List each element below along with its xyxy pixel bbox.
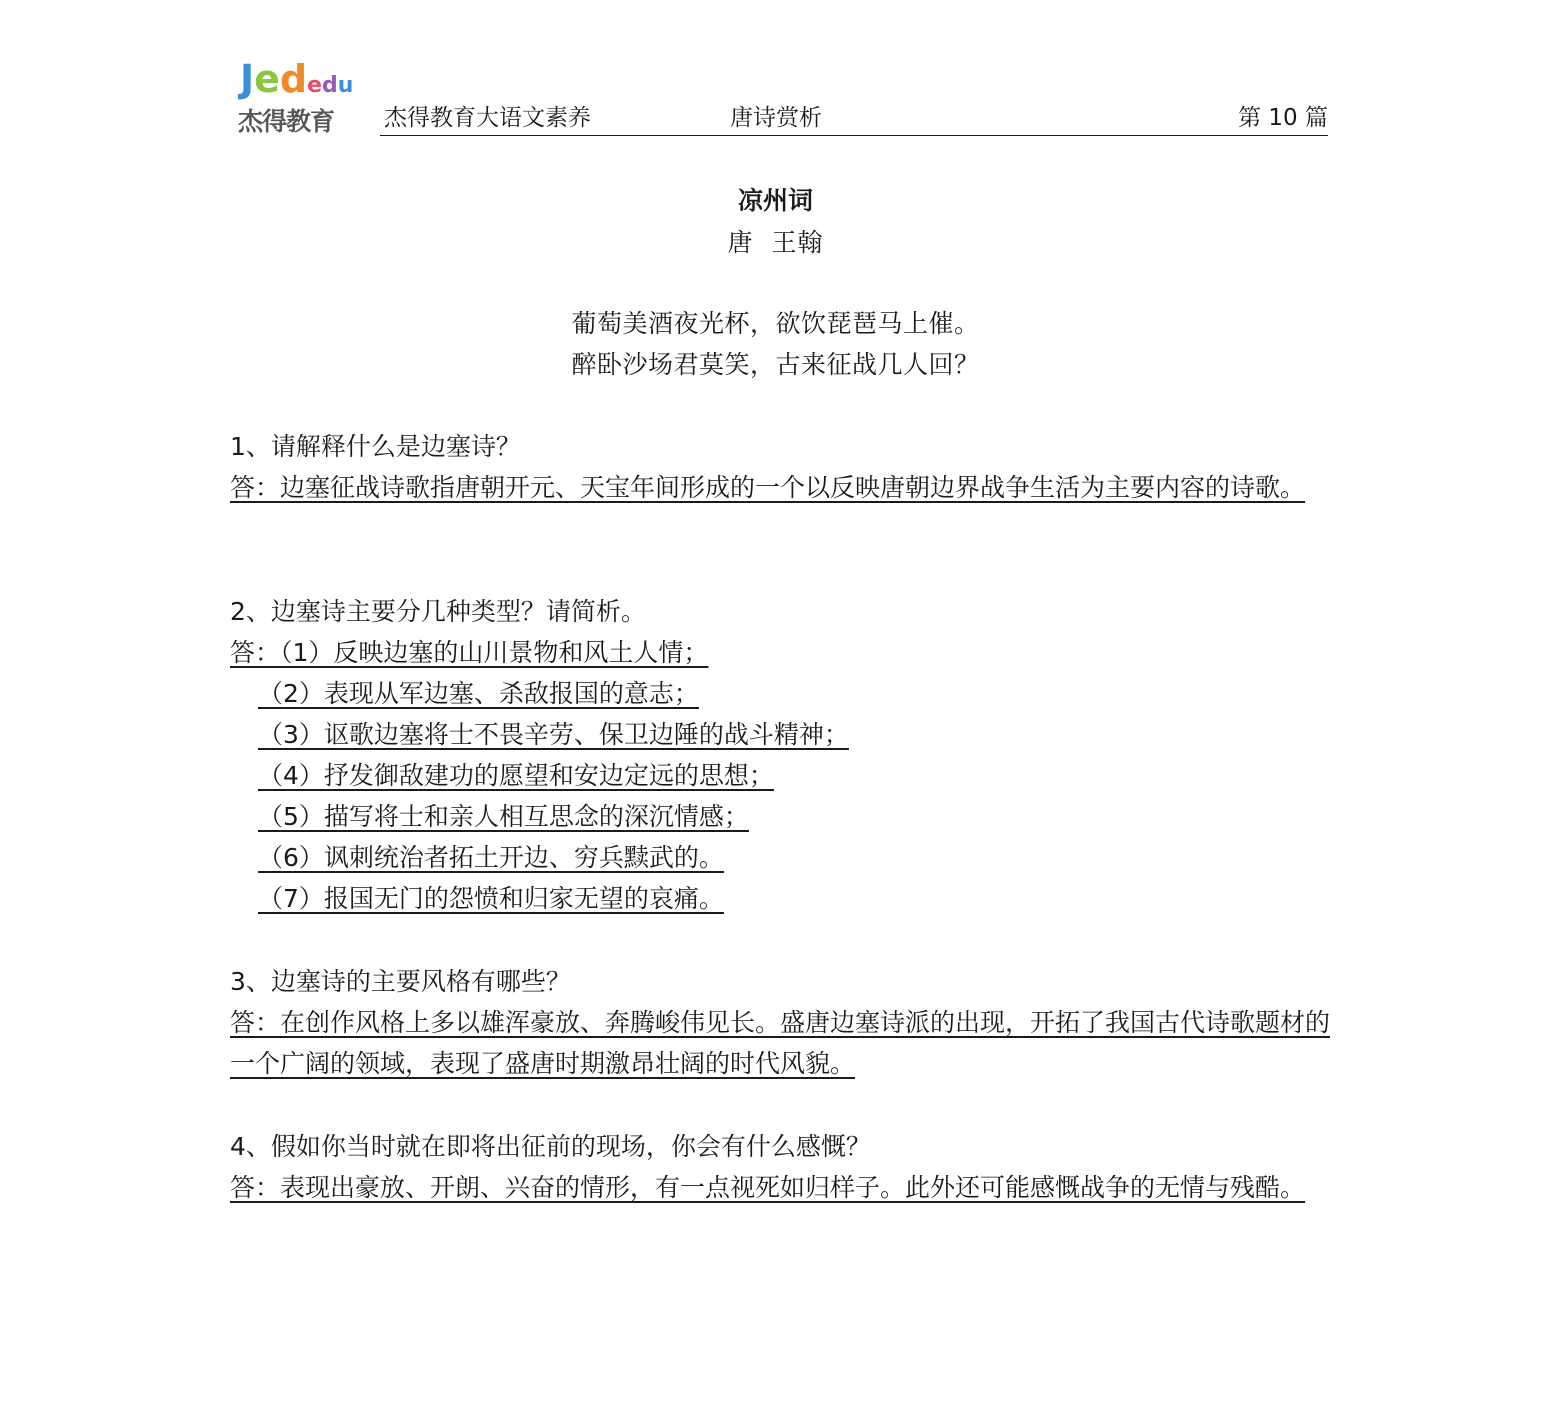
question-text: 1、请解释什么是边塞诗？ [230, 432, 521, 461]
answer-item: （7）报国无门的怨愤和归家无望的哀痛。 [258, 884, 724, 913]
logo-wordmark [240, 57, 354, 101]
logo-letter-d2: d [322, 73, 338, 98]
logo-letter-e2: e [307, 73, 323, 98]
logo-letter-d: d [279, 57, 308, 101]
question-block-2 [230, 591, 1330, 919]
answer-item: （6）讽刺统治者拓土开边、穷兵黩武的。 [258, 843, 724, 872]
logo-chinese-name: 杰得教育 [238, 107, 335, 136]
poem-line: 葡萄美酒夜光杯，欲饮琵琶马上催。 [571, 309, 980, 338]
answer-list-item [230, 796, 1330, 837]
question-text: 3、边塞诗的主要风格有哪些？ [230, 967, 571, 996]
answer-text: 答：表现出豪放、开朗、兴奋的情形，有一点视死如归样子。此外还可能感慨战争的无情与残酷。 [230, 1173, 1306, 1202]
poem-author: 唐 王翰 [727, 228, 824, 257]
answer-list-item [230, 714, 1330, 755]
header-divider [380, 135, 1328, 136]
answer-text: 答：在创作风格上多以雄浑豪放、奔腾峻伟见长。盛唐边塞诗派的出现，开拓了我国古代诗歌题材的一个广阔的领域，表现了盛唐时期激昂壮阔的时代风貌。 [230, 1008, 1331, 1078]
answer-item: （3）讴歌边塞将士不畏辛劳、保卫边陲的战斗精神； [258, 720, 849, 749]
answer-item: （4）抒发御敌建功的愿望和安边定远的思想； [258, 761, 774, 790]
answer-item: （2）表现从军边塞、杀敌报国的意志； [258, 679, 699, 708]
question-text: 2、边塞诗主要分几种类型？请简析。 [230, 597, 646, 626]
logo-letter-e: e [254, 57, 280, 101]
question-text: 4、假如你当时就在即将出征前的现场，你会有什么感慨？ [230, 1132, 871, 1161]
question-block-4 [230, 1126, 1330, 1208]
answer-text: 答：边塞征战诗歌指唐朝开元、天宝年间形成的一个以反映唐朝边界战争生活为主要内容的诗歌。 [230, 473, 1306, 502]
answer-item: （5）描写将士和亲人相互思念的深沉情感； [258, 802, 749, 831]
answer-list-item [230, 632, 1330, 673]
poem-title: 凉州词 [737, 186, 813, 215]
logo-letter-u: u [337, 73, 354, 98]
header-topic: 唐诗赏析 [730, 105, 822, 131]
header-article-number: 第 10 篇 [1238, 105, 1328, 131]
answer-list-item [230, 673, 1330, 714]
answer-list-item [230, 755, 1330, 796]
poem-line: 醉卧沙场君莫笑，古来征战几人回？ [571, 350, 980, 379]
answer-list-item [230, 878, 1330, 919]
jededu-logo [238, 57, 358, 136]
answer-item: （1）反映边塞的山川景物和风土人情； [280, 638, 709, 667]
question-block-1 [230, 426, 1330, 508]
answer-list-item [230, 837, 1330, 878]
answer-prefix: 答： [230, 638, 281, 667]
logo-letter-j: J [240, 57, 255, 101]
header-series-title: 杰得教育大语文素养 [384, 105, 591, 131]
question-block-3 [230, 961, 1330, 1084]
